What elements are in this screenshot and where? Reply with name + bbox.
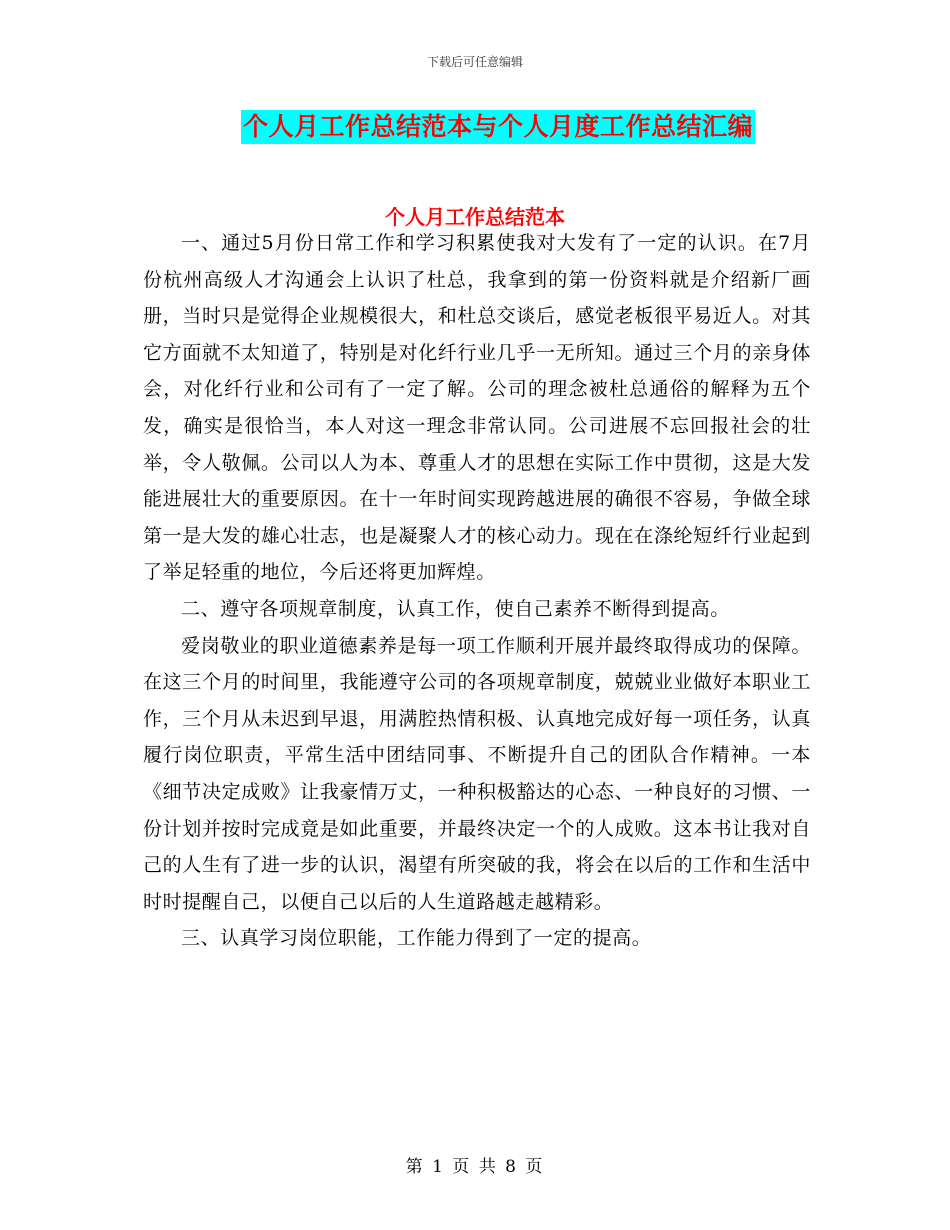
page-header-note: 下载后可任意编辑: [426, 55, 523, 69]
paragraph-2: 二、遵守各项规章制度，认真工作，使自己素养不断得到提高。: [181, 597, 730, 620]
section-title: 个人月工作总结范本: [385, 205, 565, 229]
page-number-footer: 第 1 页 共 8 页: [405, 1157, 545, 1177]
document-body: [143, 225, 811, 957]
paragraph-1: 一、通过5月份日常工作和学习积累使我对大发有了一定的认识。在7月份杭州高级人才沟通会上认识了杜总，我拿到的第一份资料就是介绍新厂画册，当时只是觉得企业规模很大，和杜总交谈后，感觉老板很平易近人。对其它方面就不太知道了，特别是对化纤行业几乎一无所知。通过三个月的亲身体会，对化纤行业和公司有了一定了解。公司的理念被杜总通俗的解释为五个发，确实是很恰当，本人对这一理念非常认同。公司进展不忘回报社会的壮举，令人敬佩。公司以人为本、尊重人才的思想在实际工作中贯彻，这是大发能进展壮大的重要原因。在十一年时间实现跨越进展的确很不容易，争做全球第一是大发的雄心壮志，也是凝聚人才的核心动力。现在在涤纶短纤行业起到了举足轻重的地位，今后还将更加辉煌。: [143, 232, 811, 584]
paragraph-3: 爱岗敬业的职业道德素养是每一项工作顺利开展并最终取得成功的保障。在这三个月的时间里，我能遵守公司的各项规章制度，兢兢业业做好本职业工作，三个月从未迟到早退，用满腔热情积极、认真地完成好每一项任务，认真履行岗位职责，平常生活中团结同事、不断提升自己的团队合作精神。一本《细节决定成败》让我豪情万丈，一种积极豁达的心态、一种良好的习惯、一份计划并按时完成竟是如此重要，并最终决定一个的人成败。这本书让我对自己的人生有了进一步的认识，渴望有所突破的我，将会在以后的工作和生活中时时提醒自己，以便自己以后的人生道路越走越精彩。: [143, 634, 811, 913]
document-title: 个人月工作总结范本与个人月度工作总结汇编: [241, 110, 755, 144]
document-title-container: [0, 110, 950, 144]
paragraph-4: 三、认真学习岗位职能，工作能力得到了一定的提高。: [181, 927, 652, 950]
